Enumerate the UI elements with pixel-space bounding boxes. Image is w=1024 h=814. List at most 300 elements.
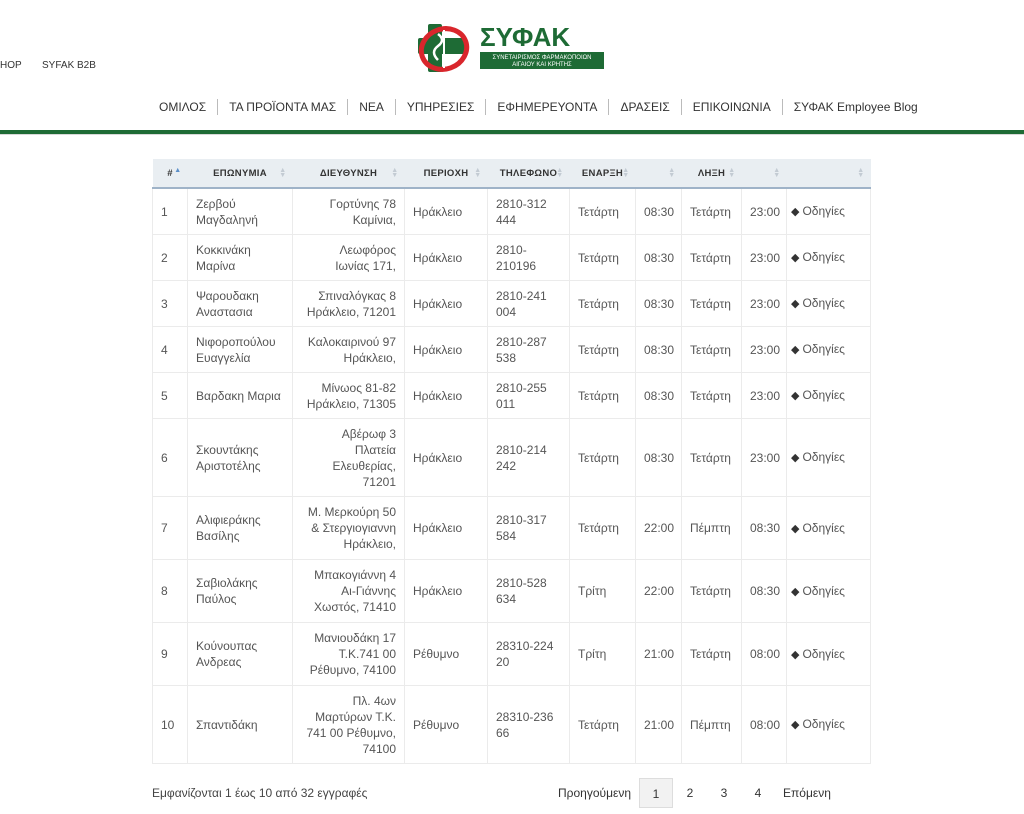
- pharmacist-name: [188, 373, 293, 419]
- end-time: [742, 327, 787, 373]
- pharmacy-area: [405, 560, 488, 623]
- logo-subtitle-1: ΣΥΝΕΤΑΙΡΙΣΜΟΣ ΦΑΡΜΑΚΟΠΟΙΩΝ: [492, 55, 592, 61]
- pharmacy-phone: [488, 419, 570, 497]
- pharmacy-phone-text: 210196: [496, 258, 537, 273]
- row-number-text: 10: [161, 717, 175, 732]
- directions-icon: ◆: [791, 452, 800, 464]
- pharmacy-area: [405, 623, 488, 686]
- col-header-phone[interactable]: ΤΗΛΕΦΩΝΟ ▲ ▼: [488, 159, 570, 188]
- pharmacy-phone: [488, 497, 570, 560]
- pharmacy-phone-text: 011: [496, 396, 516, 411]
- pharmacy-address-text: 71201: [362, 474, 396, 489]
- pharmacist-name: [188, 327, 293, 373]
- end-day-text: Πέμπτη: [690, 717, 731, 732]
- pharmacy-phone-text: 2810-: [496, 242, 527, 257]
- start-day-text: Τετάρτη: [578, 342, 619, 357]
- pharmacy-phone-text: 20: [496, 655, 510, 669]
- row-number: [153, 327, 188, 373]
- shop-link[interactable]: HOP: [0, 60, 22, 71]
- pharmacy-phone-text: 28310-224: [496, 639, 554, 653]
- row-number-text: 1: [161, 204, 168, 219]
- pharmacist-name-text: Κοκκινάκη: [196, 242, 251, 257]
- page-2[interactable]: 2: [686, 786, 694, 800]
- pharmacy-area: [405, 327, 488, 373]
- table-row: [153, 327, 871, 373]
- directions-link[interactable]: [787, 560, 871, 623]
- pharmacy-address-text: 741 00 Ρέθυμνο,: [306, 725, 396, 740]
- start-time: [636, 235, 682, 281]
- end-day: [682, 497, 742, 560]
- pharmacist-name-text: Ευαγγελία: [196, 350, 251, 365]
- start-time: [636, 281, 682, 327]
- pharmacy-address-text: Καμίνια,: [352, 212, 396, 227]
- start-day-text: Τρίτη: [578, 647, 607, 661]
- start-day: [570, 623, 636, 686]
- sort-icon: ▲ ▼: [622, 167, 630, 179]
- end-time-text: 23:00: [750, 204, 781, 219]
- pharmacist-name-text: Βαρδακη Μαρια: [196, 388, 281, 403]
- pharmacist-name-text: Ψαρουδακη: [196, 288, 259, 303]
- table-row: [153, 623, 871, 686]
- end-time-text: 08:30: [750, 584, 781, 598]
- start-time-text: 08:30: [644, 296, 675, 311]
- col-header-directions[interactable]: [787, 159, 871, 188]
- pharmacy-address-text: Ιωνίας 171,: [335, 258, 396, 273]
- table-header-row: [153, 159, 871, 188]
- end-day: [682, 686, 742, 764]
- sort-icon: ▲ ▼: [773, 167, 781, 179]
- row-number-text: 6: [161, 450, 168, 465]
- pharmacy-phone-text: 28310-236: [496, 709, 554, 724]
- end-day-text: Τετάρτη: [690, 342, 731, 357]
- end-day: [682, 281, 742, 327]
- start-day-text: Τρίτη: [578, 584, 607, 598]
- nav-actions[interactable]: ΔΡΑΣΕΙΣ: [620, 100, 670, 114]
- table-row: [153, 497, 871, 560]
- end-day-text: Τετάρτη: [690, 584, 731, 598]
- row-number: [153, 497, 188, 560]
- pharmacist-name-text: Βασίλης: [196, 529, 240, 543]
- pharmacy-area: [405, 373, 488, 419]
- pharmacy-phone: [488, 327, 570, 373]
- col-header-area[interactable]: ΠΕΡΙΟΧΗ ▲ ▼: [405, 159, 488, 188]
- pharmacy-phone-text: 2810-241: [496, 288, 547, 303]
- sort-icon: ▲ ▼: [391, 167, 399, 179]
- pharmacy-phone-text: 2810-317: [496, 513, 547, 527]
- row-number-text: 3: [161, 296, 168, 311]
- row-number: [153, 419, 188, 497]
- pharmacy-phone-text: 444: [496, 212, 517, 227]
- end-time-text: 23:00: [750, 342, 781, 357]
- table-row: [153, 235, 871, 281]
- pharmacy-address: [293, 188, 405, 235]
- pharmacy-area: [405, 497, 488, 560]
- start-time-text: 21:00: [644, 717, 675, 732]
- end-day: [682, 623, 742, 686]
- directions-icon: ◆: [791, 719, 800, 731]
- pharmacist-name-text: Αναστασια: [196, 304, 253, 319]
- pharmacy-address-text: Μπακογιάννη 4: [314, 568, 396, 582]
- end-time-text: 23:00: [750, 250, 781, 265]
- table-row: [153, 281, 871, 327]
- end-time-text: 23:00: [750, 388, 781, 403]
- pharmacist-name-text: Μαρίνα: [196, 258, 236, 273]
- end-time-text: 08:00: [750, 647, 781, 661]
- table-row: [153, 373, 871, 419]
- col-header-end[interactable]: ΛΗΞΗ ▲ ▼: [682, 159, 742, 188]
- end-day-text: Τετάρτη: [690, 250, 731, 265]
- pharmacy-phone-text: 584: [496, 529, 517, 543]
- pharmacy-area-text: Ηράκλειο: [413, 250, 463, 265]
- row-number: [153, 373, 188, 419]
- pharmacy-address-text: Σπιναλόγκας 8: [318, 288, 396, 303]
- nav-contact[interactable]: ΕΠΙΚΟΙΝΩΝΙΑ: [692, 100, 771, 114]
- pharmacy-area-text: Ηράκλειο: [413, 388, 463, 403]
- pharmacy-address: [293, 327, 405, 373]
- page-1[interactable]: 1: [639, 778, 673, 808]
- start-time: [636, 623, 682, 686]
- col-header-address[interactable]: ΔΙΕΥΘΥΝΣΗ ▲ ▼: [293, 159, 405, 188]
- end-time: [742, 235, 787, 281]
- end-time-text: 23:00: [750, 450, 781, 465]
- nav-on-duty[interactable]: ΕΦΗΜΕΡΕΥΟΝΤΑ: [497, 100, 598, 114]
- pharmacy-phone: [488, 560, 570, 623]
- pharmacist-name-text: Ζερβού: [196, 196, 236, 211]
- end-day: [682, 560, 742, 623]
- start-day: [570, 235, 636, 281]
- pharmacy-phone: [488, 373, 570, 419]
- end-day: [682, 419, 742, 497]
- end-day: [682, 373, 742, 419]
- start-day: [570, 560, 636, 623]
- start-day-text: Τετάρτη: [578, 521, 619, 535]
- pharmacy-address: [293, 623, 405, 686]
- pharmacist-name-text: Κούνουπας: [196, 639, 258, 653]
- pharmacy-phone: [488, 623, 570, 686]
- end-time: [742, 281, 787, 327]
- directions-link[interactable]: [787, 419, 871, 497]
- directions-label: Οδηγίες: [802, 583, 845, 598]
- pharmacy-address-text: Αι-Γιάννης: [341, 584, 396, 598]
- directions-link[interactable]: [787, 327, 871, 373]
- end-time-text: 08:00: [750, 717, 781, 732]
- end-day-text: Τετάρτη: [690, 388, 731, 403]
- end-day-text: Τετάρτη: [690, 647, 731, 661]
- pharmacy-address: [293, 281, 405, 327]
- pharmacy-address: [293, 373, 405, 419]
- table-row: [153, 686, 871, 764]
- start-time: [636, 373, 682, 419]
- start-day-text: Τετάρτη: [578, 204, 619, 219]
- syfak-logo[interactable]: [416, 22, 608, 78]
- nav-omilos[interactable]: ΟΜΙΛΟΣ: [159, 100, 207, 114]
- end-day-text: Πέμπτη: [690, 521, 731, 535]
- end-day-text: Τετάρτη: [690, 296, 731, 311]
- pharmacy-phone: [488, 686, 570, 764]
- row-number-text: 7: [161, 521, 168, 535]
- row-number-text: 4: [161, 342, 168, 357]
- end-day-text: Τετάρτη: [690, 204, 731, 219]
- directions-label: Οδηγίες: [802, 646, 845, 661]
- pharmacy-phone-text: 66: [496, 725, 510, 740]
- pharmacy-address-text: Μανιουδάκη 17: [314, 631, 396, 645]
- directions-icon: ◆: [791, 344, 800, 356]
- start-time: [636, 686, 682, 764]
- pharmacy-area: [405, 419, 488, 497]
- pharmacy-area-text: Ηράκλειο: [413, 584, 463, 598]
- pharmacy-address: [293, 419, 405, 497]
- pharmacy-phone-text: 242: [496, 458, 517, 473]
- directions-label: Οδηγίες: [802, 342, 845, 356]
- start-day-text: Τετάρτη: [578, 296, 619, 311]
- start-day-text: Τετάρτη: [578, 450, 619, 465]
- pharmacist-name: [188, 281, 293, 327]
- sort-icon: ▲ ▼: [556, 167, 564, 179]
- directions-icon: ◆: [791, 252, 800, 264]
- nav-services[interactable]: ΥΠΗΡΕΣΙΕΣ: [406, 100, 475, 114]
- col-header-start[interactable]: ΕΝΑΡΞΗ ▲ ▼: [570, 159, 636, 188]
- row-number-text: 2: [161, 250, 168, 265]
- pharmacy-area: [405, 686, 488, 764]
- end-day-text: Τετάρτη: [690, 450, 731, 465]
- syfak-b2b-link[interactable]: SYFAK B2B: [42, 60, 96, 71]
- pharmacy-address-text: Ηράκλειο, 71201: [306, 304, 396, 319]
- end-time-text: 23:00: [750, 296, 781, 311]
- pharmacist-name-text: Νιφοροπούλου: [196, 334, 276, 349]
- pharmacist-name: [188, 188, 293, 235]
- directions-link[interactable]: [787, 373, 871, 419]
- row-number: [153, 235, 188, 281]
- pharmacist-name-text: Αλιφιεράκης: [196, 513, 261, 527]
- col-header-start-time[interactable]: [636, 159, 682, 188]
- pharmacy-area: [405, 281, 488, 327]
- table-row: [153, 419, 871, 497]
- start-day-text: Τετάρτη: [578, 250, 619, 265]
- table-row: [153, 188, 871, 235]
- end-day: [682, 188, 742, 235]
- end-time-text: 08:30: [750, 521, 781, 535]
- pharmacy-address-text: Ελευθερίας,: [332, 458, 396, 473]
- pharmacist-name-text: Σπαντιδάκη: [196, 717, 258, 732]
- start-day: [570, 327, 636, 373]
- pharmacist-name: [188, 560, 293, 623]
- start-time-text: 22:00: [644, 521, 675, 535]
- directions-label: Οδηγίες: [802, 250, 845, 264]
- sort-asc-icon: ▲: [174, 167, 182, 174]
- pharmacy-address-text: 74100: [362, 741, 396, 756]
- start-time-text: 08:30: [644, 204, 675, 219]
- nav-news[interactable]: ΝΕΑ: [359, 100, 384, 114]
- pharmacy-phone: [488, 188, 570, 235]
- logo-text: ΣΥΦΑΚ: [480, 22, 571, 52]
- pharmacy-phone-text: 2810-255: [496, 380, 547, 395]
- logo-subtitle-2: ΑΙΓΑΙΟΥ ΚΑΙ ΚΡΗΤΗΣ: [512, 62, 572, 68]
- start-day-text: Τετάρτη: [578, 717, 619, 732]
- end-time: [742, 497, 787, 560]
- row-number-text: 5: [161, 388, 168, 403]
- directions-icon: ◆: [791, 522, 800, 535]
- start-day: [570, 497, 636, 560]
- directions-icon: ◆: [791, 585, 800, 598]
- pharmacist-name: [188, 419, 293, 497]
- start-day: [570, 281, 636, 327]
- directions-label: Οδηγίες: [802, 450, 845, 464]
- directions-label: Οδηγίες: [802, 388, 845, 402]
- start-time: [636, 497, 682, 560]
- pharmacy-phone: [488, 235, 570, 281]
- directions-link[interactable]: [787, 188, 871, 235]
- table-row: [153, 560, 871, 623]
- pharmacy-address: [293, 235, 405, 281]
- directions-link[interactable]: [787, 281, 871, 327]
- pharmacy-address-text: Καλοκαιρινού 97: [307, 334, 396, 349]
- directions-label: Οδηγίες: [802, 520, 845, 535]
- pharmacy-area-text: Ηράκλειο: [413, 521, 463, 535]
- pharmacy-address-text: Ηράκλειο,: [343, 350, 396, 365]
- end-time: [742, 188, 787, 235]
- directions-label: Οδηγίες: [802, 204, 845, 218]
- row-number: [153, 686, 188, 764]
- pharmacy-phone-text: 2810-287: [496, 334, 547, 349]
- pharmacy-address-text: Χωστός, 71410: [313, 600, 396, 614]
- pharmacy-address-text: Αβέρωφ 3: [341, 426, 396, 441]
- end-day: [682, 327, 742, 373]
- directions-link[interactable]: [787, 686, 871, 764]
- pharmacy-address-text: Τ.Κ.741 00: [338, 647, 396, 661]
- pharmacist-name-text: Ανδρεας: [196, 655, 242, 669]
- pharmacy-address-text: Μαρτύρων Τ.Κ.: [315, 709, 396, 724]
- pharmacy-area: [405, 235, 488, 281]
- row-number: [153, 623, 188, 686]
- pharmacy-phone-text: 2810-214: [496, 442, 547, 457]
- pharmacy-address-text: Λεωφόρος: [339, 242, 396, 257]
- start-time: [636, 327, 682, 373]
- directions-icon: ◆: [791, 648, 800, 661]
- sort-icon: ▲ ▼: [668, 167, 676, 179]
- directions-icon: ◆: [791, 298, 800, 310]
- pagination-previous[interactable]: Προηγούμενη: [558, 786, 632, 800]
- directions-link[interactable]: [787, 497, 871, 560]
- pharmacy-address: [293, 686, 405, 764]
- start-time: [636, 188, 682, 235]
- sort-icon: ▲ ▼: [728, 167, 736, 179]
- start-time-text: 08:30: [644, 450, 675, 465]
- table-info: Εμφανίζονται 1 έως 10 από 32 εγγραφές: [152, 786, 368, 800]
- pharmacist-name-text: Αριστοτέλης: [196, 458, 261, 473]
- pharmacy-address-text: Ηράκλειο,: [343, 537, 396, 551]
- pharmacy-address-text: & Στεργιογιαννη: [311, 521, 396, 535]
- pharmacist-name-text: Σκουντάκης: [196, 442, 259, 457]
- end-day: [682, 235, 742, 281]
- pharmacy-phone-text: 004: [496, 304, 517, 319]
- directions-icon: ◆: [791, 390, 800, 402]
- start-time: [636, 560, 682, 623]
- end-time: [742, 560, 787, 623]
- pharmacy-address-text: Μ. Μερκούρη 50: [307, 505, 396, 519]
- main-nav: [148, 98, 929, 116]
- start-day-text: Τετάρτη: [578, 388, 619, 403]
- end-time: [742, 623, 787, 686]
- sort-icon: ▲ ▼: [857, 167, 865, 179]
- row-number-text: 9: [161, 647, 168, 661]
- start-day: [570, 686, 636, 764]
- pharmacist-name-text: Παύλος: [196, 592, 237, 606]
- pharmacy-area-text: Ρέθυμνο: [413, 717, 460, 732]
- pharmacist-name-text: Μαγδαληνή: [196, 212, 258, 227]
- page-4[interactable]: 4: [754, 786, 762, 800]
- start-time-text: 08:30: [644, 388, 675, 403]
- pharmacist-name: [188, 497, 293, 560]
- pagination-next[interactable]: Επόμενη: [783, 786, 831, 800]
- pharmacy-area: [405, 188, 488, 235]
- pharmacy-address-text: Ηράκλειο, 71305: [306, 396, 396, 411]
- pharmacist-name: [188, 623, 293, 686]
- pharmacy-address-text: Μίνωος 81-82: [321, 380, 396, 395]
- pharmacy-address-text: Ρέθυμνο, 74100: [309, 663, 396, 677]
- pharmacy-phone-text: 538: [496, 350, 517, 365]
- pharmacy-phone: [488, 281, 570, 327]
- pharmacy-area-text: Ηράκλειο: [413, 342, 463, 357]
- col-header-end-time[interactable]: [742, 159, 787, 188]
- start-time-text: 08:30: [644, 342, 675, 357]
- start-time-text: 08:30: [644, 250, 675, 265]
- page-3[interactable]: 3: [720, 786, 728, 800]
- pharmacist-name: [188, 235, 293, 281]
- directions-label: Οδηγίες: [802, 717, 845, 731]
- pharmacist-name: [188, 686, 293, 764]
- pharmacy-address-text: Πλ. 4ων: [352, 693, 396, 708]
- end-time: [742, 419, 787, 497]
- pharmacy-phone-text: 2810-312: [496, 196, 547, 211]
- row-number-text: 8: [161, 584, 168, 598]
- pharmacy-address: [293, 560, 405, 623]
- pharmacist-name-text: Σαβιολάκης: [196, 576, 258, 590]
- row-number: [153, 560, 188, 623]
- directions-link[interactable]: [787, 235, 871, 281]
- start-day: [570, 188, 636, 235]
- pharmacy-address: [293, 497, 405, 560]
- header-divider: [0, 134, 1024, 135]
- pharmacy-area-text: Ηράκλειο: [413, 450, 463, 465]
- pagination: [550, 778, 839, 808]
- end-time: [742, 373, 787, 419]
- pharmacy-area-text: Ηράκλειο: [413, 296, 463, 311]
- pharmacy-area-text: Ηράκλειο: [413, 204, 463, 219]
- pharmacy-area-text: Ρέθυμνο: [413, 647, 460, 661]
- start-time-text: 21:00: [644, 647, 675, 661]
- start-day: [570, 419, 636, 497]
- directions-link[interactable]: [787, 623, 871, 686]
- start-time: [636, 419, 682, 497]
- pharmacy-address-text: Γορτύνης 78: [329, 196, 396, 211]
- start-time-text: 22:00: [644, 584, 675, 598]
- pharmacy-phone-text: 2810-528: [496, 576, 547, 590]
- directions-label: Οδηγίες: [802, 296, 845, 310]
- end-time: [742, 686, 787, 764]
- table-body: [153, 188, 871, 764]
- pharmacy-address-text: Πλατεία: [354, 442, 396, 457]
- col-header-name[interactable]: ΕΠΩΝΥΜΙΑ ▲ ▼: [188, 159, 293, 188]
- nav-products[interactable]: ΤΑ ΠΡΟΪΟΝΤΑ ΜΑΣ: [229, 100, 337, 114]
- sort-icon: ▲ ▼: [279, 167, 287, 179]
- pharmacies-table: [152, 159, 871, 764]
- row-number: [153, 281, 188, 327]
- row-number: [153, 188, 188, 235]
- nav-employee-blog[interactable]: ΣΥΦΑΚ Employee Blog: [793, 100, 918, 114]
- start-day: [570, 373, 636, 419]
- col-header-number[interactable]: # ▲: [153, 159, 188, 188]
- sort-icon: ▲ ▼: [474, 167, 482, 179]
